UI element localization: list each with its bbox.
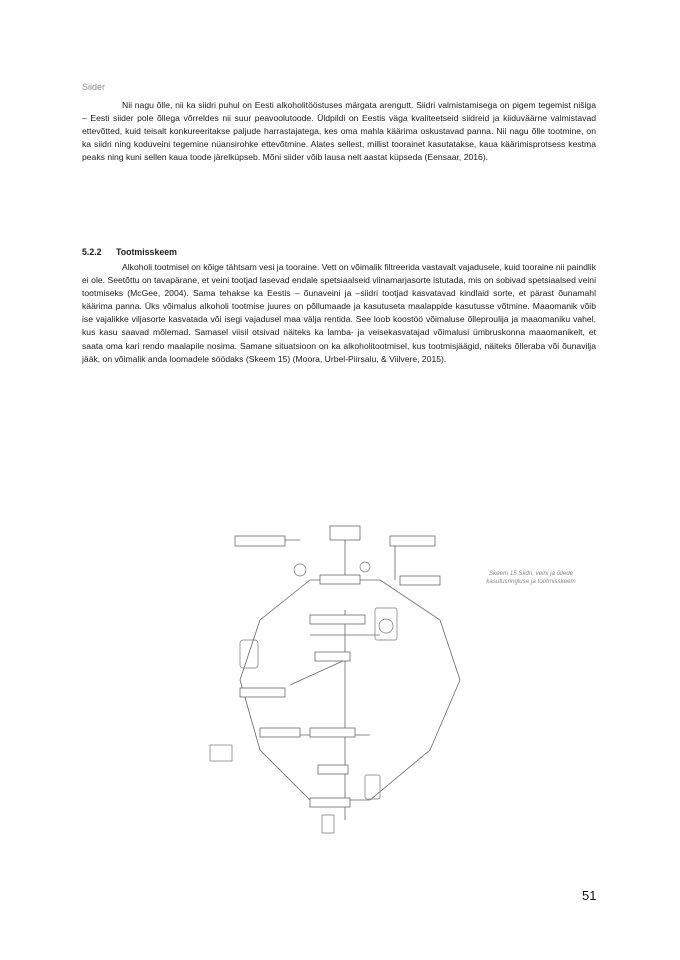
box-bottling — [318, 765, 348, 774]
box-transport — [400, 576, 440, 585]
diagram-illustrations — [210, 562, 397, 833]
cycle-lines — [240, 530, 460, 820]
box-pressing — [315, 652, 350, 661]
box-fermentation — [240, 688, 285, 697]
figure-caption: Skeem 15 Siidri, veini ja õllede kasutusringluse ja tootmisskeem — [486, 570, 576, 585]
subsection-heading — [82, 247, 177, 257]
fruit-illustration — [360, 562, 370, 572]
box-supplier — [390, 536, 435, 546]
box-farm — [235, 536, 285, 546]
box-distribution — [310, 798, 350, 807]
box-processing — [310, 615, 365, 624]
paragraph-production: Alkoholi tootmisel on kõige tähtsam vesi ja tooraine. Vett on võimalik filtreerida vastavalt vajadusele, kuid tooraine nii paindlik ei ole. Seetõttu on tavapärane, et veini tootjad lasevad endale spetsiaalseid viinamarjasorte istutada, mis on sobivad spetsiaalsed veini tootmiseks (McGee, 2004). Sama tehakse ka Eestis – õunaveini ja –siidri tootjad kasvatavad kindlaid sorte, et pärast õunamahl käärima panna. Üks võimalus alkoholi tootmise juures on põllumaade ja kasutuseta maalappide kasutusse võtmine. Maaomanik võib ise vajalikke viljasorte kasvatada või isegi vajadusel maa välja rentida. See loob koostöö võimaluse õlleproulija ja maaomaniku vahel, kus kasu saavad mõlemad. Samasel viisil otsivad näiteks ka lamba- ja veisekasvatajad võimalusi ümbruskonna maaomanikelt, et saata oma kari rendo maalapile nosima. Samane situatsioon on ka alkoholitootmisel, kus tootmisjäägid, näiteks õlleraba või õunavilja jääk, on võimalik anda loomadele söödaks (Skeem 15) (Moora, Urbel-Piirsalu, & Viilvere, 2015). — [82, 262, 596, 364]
subsection-title: Tootmisskeem — [116, 247, 177, 257]
diagram-boxes — [235, 526, 440, 807]
box-orchard — [330, 526, 360, 540]
subsection-number: 5.2.2 — [82, 247, 102, 257]
production-cycle-diagram — [200, 520, 500, 840]
paragraph-cider: Nii nagu õlle, nii ka siidri puhul on Eesti alkoholitööstuses märgata arengutt. Siidri valmistamisega on pigem tegemist nišiga – Eesti siider pole õllega võrreldes nii suur peavoolutoode. Üldpildi on Eestis väga kvaliteetseid siidreid ja kiiduväärne valmistavad ettevõtted, kuid teisalt konkureeritakse paljude harrastajatega, kes oma mahla käärima oskustavad panna. Nii nagu õlle tootmine, on ka siidri ning koduveini tegemine nüansirohke ettevõtmine. Alates sellest, millist toorainet kasutatakse, kaua käärimisprotsess kestma peaks ning kuni sellen kaua toode järelküpseb. Mõni siider võib lausa nelt aastat küpseda (Eensaar, 2016). — [82, 100, 596, 163]
glass-illustration — [322, 815, 334, 833]
box-maturation — [260, 728, 300, 737]
computer-illustration — [210, 745, 232, 761]
box-filtering — [310, 728, 355, 737]
section-label: Siider — [82, 82, 106, 92]
production-diagram-svg — [200, 520, 500, 840]
page-number: 51 — [582, 888, 597, 903]
apple-illustration — [294, 564, 306, 576]
bottle-illustration — [365, 775, 380, 799]
box-harvest — [320, 575, 360, 584]
press-drum — [379, 619, 393, 633]
